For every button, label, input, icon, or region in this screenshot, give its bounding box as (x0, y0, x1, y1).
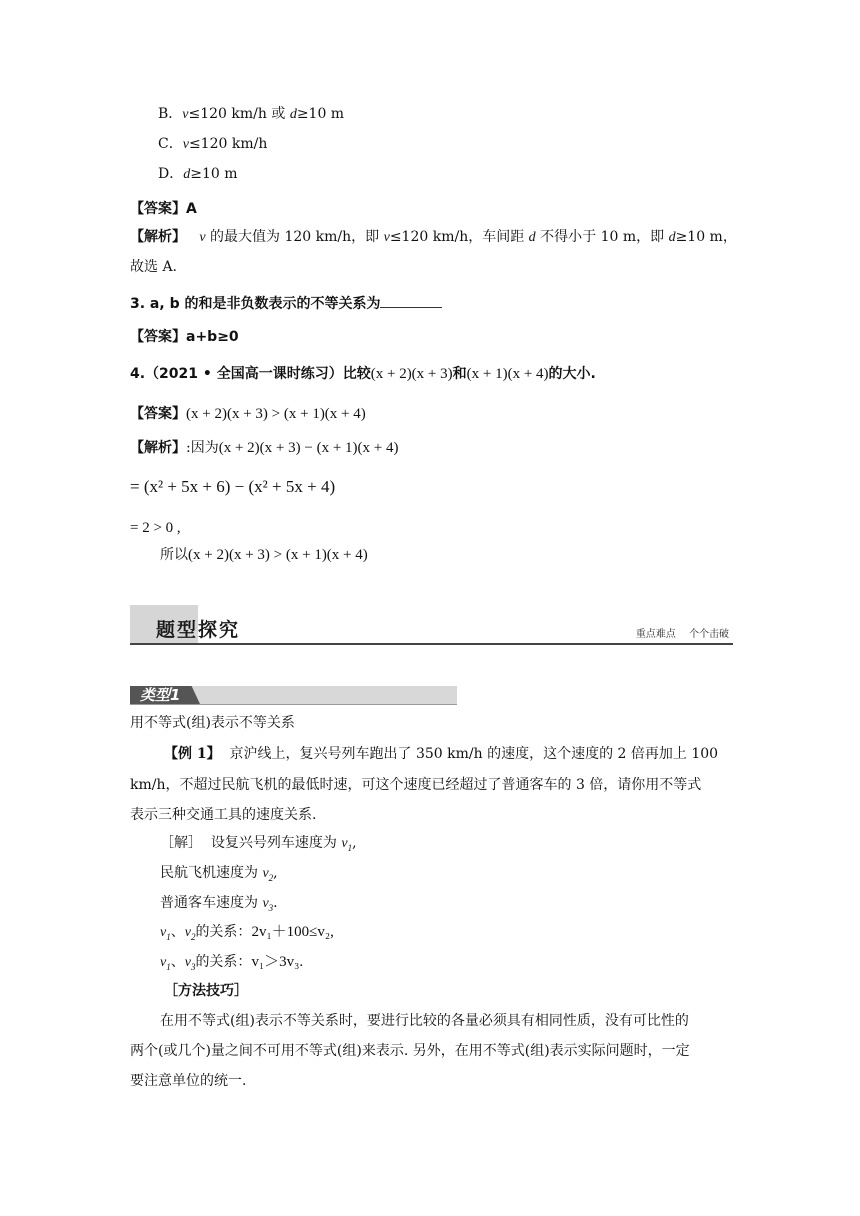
var-v2: $v_2$ (262, 866, 274, 883)
q4-analysis-pre: :因为 (186, 440, 219, 456)
q3-answer (130, 327, 239, 347)
option-c (158, 134, 267, 155)
q3-answer-value: a+b≥0 (186, 329, 239, 345)
rel2-var-b: $v_3$ (184, 955, 196, 972)
option-b-prefix: B． (158, 106, 183, 122)
q4-conclusion-pre: 所以 (160, 547, 188, 563)
q3-question-text: 3. a, b 的和是非负数表示的不等关系为 (130, 296, 381, 312)
q3-question (130, 293, 442, 314)
solution-label: ［解］ (160, 835, 202, 851)
solution-text3: 普通客车速度为 (160, 895, 258, 911)
q4-analysis (130, 438, 398, 458)
q4-question-mid: 和 (452, 366, 467, 382)
solution-line2: 民航飞机速度为 $v_2$, (160, 865, 278, 883)
var-v1: $v_1$ (341, 836, 353, 853)
section-divider (130, 643, 733, 645)
section-subtitle: 重点难点 个个击破 (635, 629, 729, 640)
example1-text1: 京沪线上，复兴号列车跑出了 350 km/h 的速度，这个速度的 2 倍再加上 100 (229, 746, 719, 762)
q2-answer-value: A (186, 201, 197, 217)
rel2-text: 的关系： (195, 954, 252, 970)
q4-step1: = (x² + 5x + 6) − (x² + 5x + 4) (130, 477, 336, 496)
q4-answer-label: 【答案】 (130, 406, 186, 422)
option-c-var-v: v (182, 137, 189, 152)
q3-blank (380, 293, 442, 308)
option-b-text1: ≤120 km/h 或 (188, 106, 290, 122)
q2-analysis-label: 【解析】 (130, 229, 186, 245)
method-line1: 在用不等式(组)表示不等关系时，要进行比较的各量必须具有相同性质，没有可比性的 (160, 1013, 689, 1029)
q4-conclusion (160, 545, 368, 565)
method-heading: ［方法技巧］ (164, 983, 248, 999)
relation-1: $v_1$、$v_2$的关系：2v₁＋100≤v₂, (160, 924, 334, 942)
option-b (158, 104, 344, 125)
example1-label: 【例 1】 (164, 746, 221, 762)
q2-answer-label: 【答案】 (130, 201, 186, 217)
type-bar (130, 686, 457, 704)
q3-answer-label: 【答案】 (130, 329, 186, 345)
method-line2: 两个(或几个)量之间不可用不等式(组)来表示. 另外，在用不等式(组)表示实际问题时，一定 (130, 1043, 690, 1059)
q2-analysis (130, 227, 737, 248)
q2-var-d2: d (668, 230, 676, 245)
rel1-expr: 2v₁＋100≤v₂, (251, 924, 334, 940)
q4-expr1: (x + 2)(x + 3) (370, 366, 453, 382)
rel1-var-a: $v_1$ (160, 925, 171, 942)
example1-line1 (164, 744, 718, 764)
rel1-var-b: $v_2$ (184, 925, 196, 942)
option-c-prefix: C． (158, 136, 183, 152)
q4-question-post: 的大小. (548, 366, 596, 382)
q2-answer (130, 199, 197, 219)
example1-line3: 表示三种交通工具的速度关系. (130, 807, 317, 823)
q2-var-v2: v (383, 230, 390, 245)
type-divider (130, 704, 457, 705)
q4-analysis-label: 【解析】 (130, 440, 186, 456)
q4-expr2: (x + 1)(x + 4) (466, 366, 549, 382)
option-d (158, 164, 238, 185)
rel2-var-a: $v_1$ (160, 955, 171, 972)
q2-var-d1: d (528, 230, 536, 245)
option-b-var-v: v (182, 107, 189, 122)
option-b-text2: ≥10 m (296, 106, 345, 122)
q4-step2: = 2 > 0 , (130, 520, 181, 536)
solution-line3: 普通客车速度为 $v_3$. (160, 895, 278, 913)
q4-answer-expr: (x + 2)(x + 3) > (x + 1)(x + 4) (186, 406, 366, 422)
q4-question (130, 364, 596, 384)
type-tag-label: 类型1 (140, 686, 181, 704)
example1-line2: km/h，不超过民航飞机的最低时速，可这个速度已经超过了普通客车的 3 倍，请你用不等式 (130, 777, 702, 793)
option-c-text: ≤120 km/h (188, 136, 268, 152)
option-b-var-d: d (289, 107, 297, 122)
solution-text2: 民航飞机速度为 (160, 865, 258, 881)
option-d-prefix: D． (158, 166, 184, 182)
option-d-var-d: d (183, 167, 191, 182)
var-v3: $v_3$ (262, 896, 274, 913)
q2-text2: ≤120 km/h，车间距 (389, 229, 529, 245)
type1-heading: 用不等式(组)表示不等关系 (130, 715, 295, 731)
q2-text1: 的最大值为 120 km/h，即 (205, 229, 384, 245)
solution-line1: ［解］ 设复兴号列车速度为 $v_1$, (160, 835, 357, 853)
relation-2: $v_1$、$v_3$的关系：v₁＞3v₃. (160, 954, 304, 972)
q4-answer (130, 404, 366, 424)
q4-analysis-expr: (x + 2)(x + 3) − (x + 1)(x + 4) (218, 440, 399, 456)
option-d-text: ≥10 m (190, 166, 238, 182)
q2-text3: 不得小于 10 m，即 (535, 229, 669, 245)
q2-text4: ≥10 m， (675, 229, 737, 245)
section-header (130, 605, 733, 643)
q4-question-pre: 4.（2021 • 全国高一课时练习）比较 (130, 366, 371, 382)
solution-text1: 设复兴号列车速度为 (210, 835, 337, 851)
q2-var-v1: v (199, 230, 206, 245)
rel2-expr: v₁＞3v₃. (251, 954, 304, 970)
rel1-text: 的关系： (195, 924, 252, 940)
section-title: 题型探究 (156, 619, 241, 641)
q4-conclusion-expr: (x + 2)(x + 3) > (x + 1)(x + 4) (188, 547, 368, 563)
q2-analysis-line2: 故选 A. (130, 259, 178, 275)
method-line3: 要注意单位的统一. (130, 1073, 247, 1089)
